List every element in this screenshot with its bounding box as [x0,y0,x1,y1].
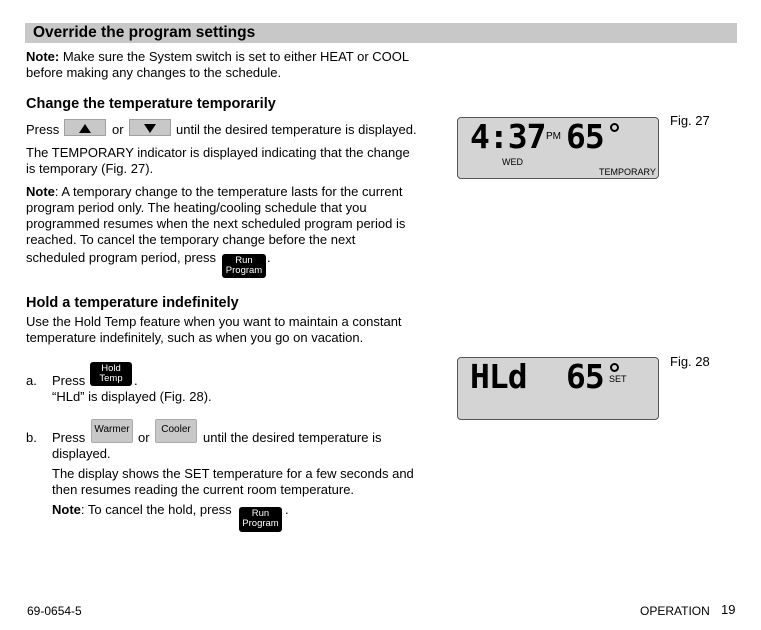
step-b-until: until the desired temperature is [203,430,382,445]
note-system-switch: Note: Make sure the System switch is set to either HEAT or COOL [26,49,410,64]
thermostat-display-fig28 [457,357,659,420]
document-number: 69-0654-5 [27,604,82,618]
temporary-note-4: reached. To cancel the temporary change before the next [26,232,356,247]
fig27-label: Fig. 27 [670,113,710,128]
display-set-temperature: 65 [566,357,604,396]
heading-change-temporarily: Change the temperature temporarily [26,96,276,112]
temporary-note-5: scheduled program period, press [26,250,217,265]
note-system-switch-line2: before making any changes to the schedule. [26,65,282,80]
step-b-or: or [138,430,150,445]
degree-icon [610,363,619,372]
hold-intro: Use the Hold Temp feature when you want to maintain a constant [26,314,402,329]
step-b-until-2: displayed. [52,446,111,461]
fig28-label: Fig. 28 [670,354,710,369]
hold-temp-button[interactable]: Hold Temp [90,362,132,386]
period: . [267,250,271,265]
hold-cancel-note: Note: To cancel the hold, press [52,502,232,517]
step-b-label: b. [26,430,37,445]
hold-intro-2: temperature indefinitely, such as when you go on vacation. [26,330,364,345]
temporary-note: Note: A temporary change to the temperature lasts for the current [26,184,403,199]
temporary-indicator: TEMPORARY [599,167,656,177]
cooler-button[interactable]: Cooler [155,419,197,443]
display-day: WED [502,157,523,167]
thermostat-display-fig27 [457,117,659,179]
footer-section: OPERATION [640,604,710,618]
display-ampm: PM [546,131,561,142]
temporary-note-3: programmed resumes when the next scheduled program period is [26,216,406,231]
step-a-period: . [134,373,138,388]
degree-icon [610,123,619,132]
page-number: 19 [721,602,736,617]
set-indicator: SET [609,374,627,384]
section-title-bar [25,23,737,43]
run-program-button-2[interactable]: Run Program [239,507,282,532]
temporary-indicator-text: The TEMPORARY indicator is displayed indicating that the change [26,145,410,160]
down-arrow-icon [144,124,156,133]
temporary-note-2: program period only. The heating/cooling schedule that you [26,200,367,215]
display-hold-mode: HLd [470,357,527,396]
step-b-press: Press [52,430,86,445]
until-displayed-text: until the desired temperature is displayed. [176,122,417,137]
run-program-button[interactable]: Run Program [222,254,266,278]
note-label: Note: [26,49,60,64]
section-title: Override the program settings [33,24,256,41]
warmer-button[interactable]: Warmer [91,419,133,443]
heading-hold-indefinitely: Hold a temperature indefinitely [26,295,239,311]
up-arrow-button[interactable] [64,119,106,136]
down-arrow-button[interactable] [129,119,171,136]
step-a-label: a. [26,373,37,388]
step-b-display-2: then resumes reading the current room temperature. [52,482,355,497]
or-label: or [112,122,124,137]
press-label: Press [26,122,60,137]
display-temperature: 65 [566,117,604,156]
step-a-result: “HLd” is displayed (Fig. 28). [52,389,212,404]
hold-cancel-period: . [285,502,289,517]
up-arrow-icon [79,124,91,133]
step-a-press: Press [52,373,86,388]
step-b-display: The display shows the SET temperature for a few seconds and [52,466,414,481]
temporary-indicator-text-2: is temporary (Fig. 27). [26,161,154,176]
display-time: 4:37 [470,117,546,156]
